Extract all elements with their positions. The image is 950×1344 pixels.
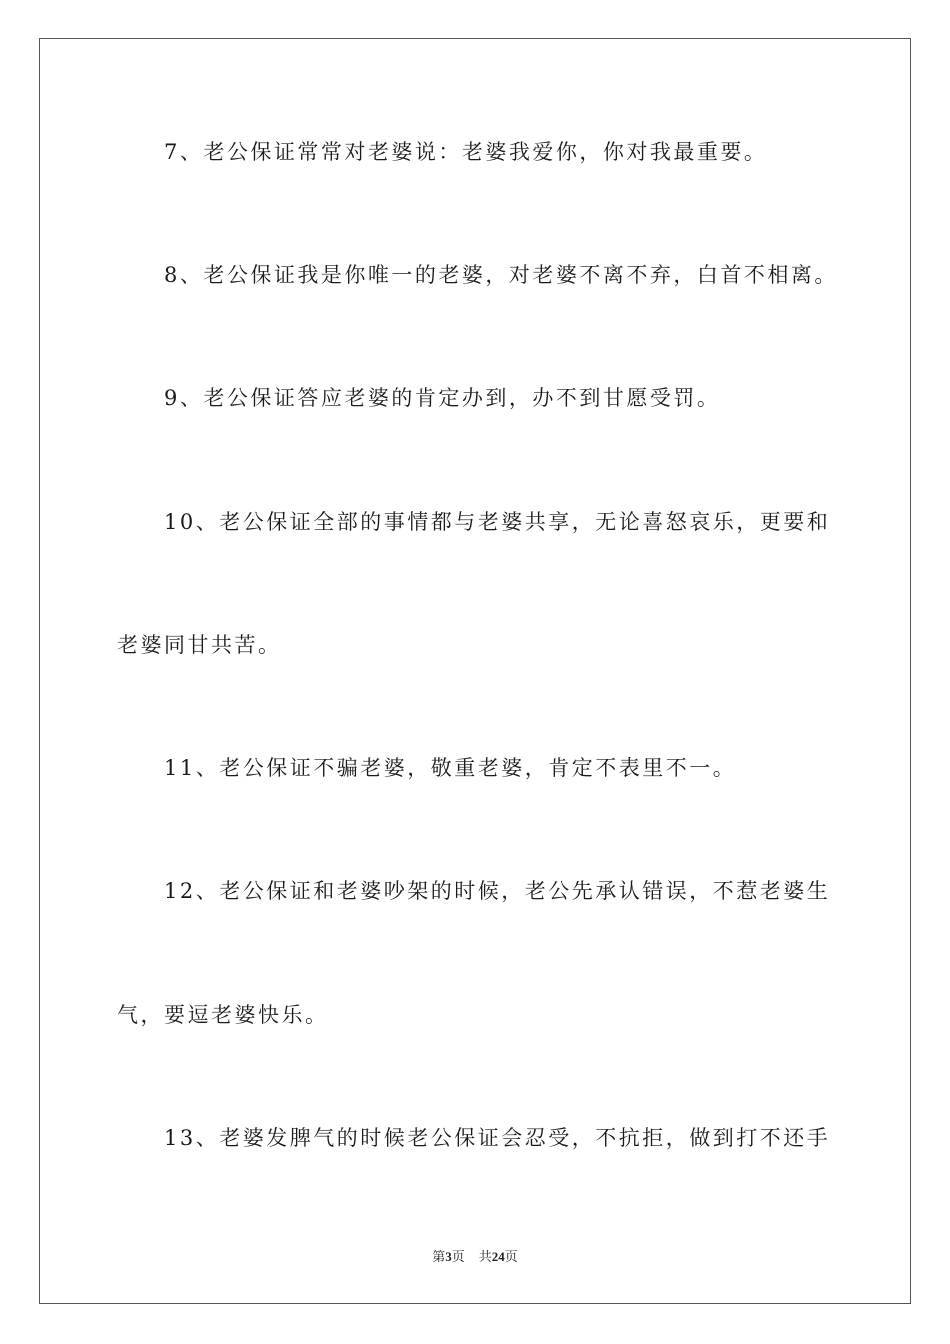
page-footer (0, 1246, 950, 1265)
paragraph-9: 9、老公保证答应老婆的肯定办到，办不到甘愿受罚。 (117, 386, 721, 410)
page-border (39, 38, 911, 1304)
paragraph-11: 11、老公保证不骗老婆，敬重老婆，肯定不表里不一。 (117, 756, 737, 780)
footer-page-suffix: 页 (451, 1249, 465, 1264)
footer-total-prefix: 共 (478, 1249, 492, 1264)
footer-total-suffix: 页 (504, 1249, 518, 1264)
footer-total-pages: 24 (491, 1249, 505, 1264)
paragraph-13: 13、老婆发脾气的时候老公保证会忍受，不抗拒，做到打不还手 (117, 1126, 831, 1150)
footer-page-number: 3 (445, 1249, 452, 1264)
paragraph-10-line-2: 老婆同甘共苦。 (117, 633, 282, 657)
footer-page-prefix: 第 (432, 1249, 446, 1264)
paragraph-12-line-1: 12、老公保证和老婆吵架的时候，老公先承认错误，不惹老婆生 (117, 879, 831, 903)
paragraph-8: 8、老公保证我是你唯一的老婆，对老婆不离不弃，白首不相离。 (117, 263, 838, 287)
paragraph-7: 7、老公保证常常对老婆说：老婆我爱你，你对我最重要。 (117, 140, 768, 164)
paragraph-12-line-2: 气，要逗老婆快乐。 (117, 1003, 329, 1027)
paragraph-10-line-1: 10、老公保证全部的事情都与老婆共享，无论喜怒哀乐，更要和 (117, 510, 831, 534)
